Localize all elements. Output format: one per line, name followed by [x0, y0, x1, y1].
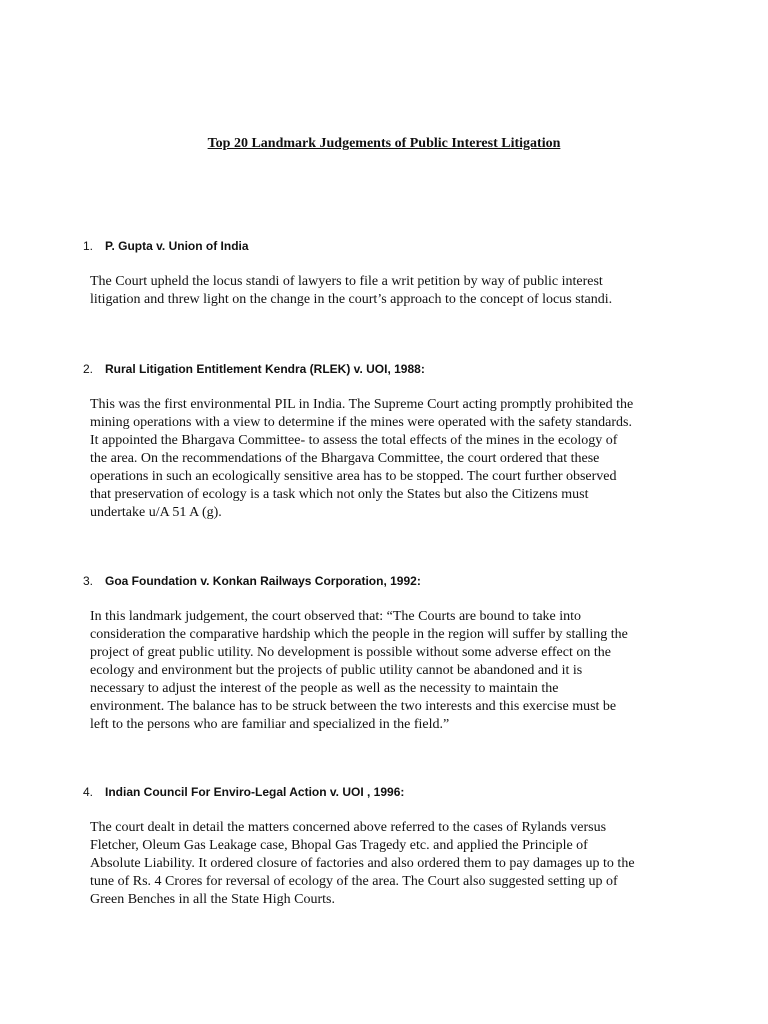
section-body-2 [90, 396, 690, 522]
body-line: tune of Rs. 4 Crores for reversal of ecology of the area. The Court also suggested setting up of [90, 874, 618, 889]
section-body-3 [90, 608, 690, 734]
section-number: 4. [83, 785, 94, 799]
section-heading-4 [83, 784, 404, 800]
body-line: consideration the comparative hardship which the people in the region will suffer by stalling the [90, 627, 628, 642]
body-line: litigation and threw light on the change in the court’s approach to the concept of locus standi. [90, 292, 613, 307]
body-line: undertake u/A 51 A (g). [90, 505, 222, 520]
body-line: necessary to adjust the interest of the people as well as the necessity to maintain the [90, 681, 559, 696]
body-line: environment. The balance has to be struck between the two interests and this exercise must be [90, 699, 617, 714]
case-name: Goa Foundation v. Konkan Railways Corporation, 1992: [105, 574, 421, 588]
section-number: 2. [83, 362, 94, 376]
body-line: Green Benches in all the State High Courts. [90, 892, 335, 907]
section-heading-1 [83, 238, 249, 254]
case-name: Rural Litigation Entitlement Kendra (RLEK) v. UOI, 1988: [105, 362, 425, 376]
body-line: mining operations with a view to determine if the mines were operated with the safety standards. [90, 415, 632, 430]
document-title: Top 20 Landmark Judgements of Public Interest Litigation [207, 136, 561, 151]
body-line: Absolute Liability. It ordered closure of factories and also ordered them to pay damages up to the [90, 856, 635, 871]
body-line: operations in such an ecologically sensitive area has to be stopped. The court further observed [90, 469, 617, 484]
body-line: ecology and environment but the projects of public utility cannot be abandoned and it is [90, 663, 583, 678]
body-line: This was the first environmental PIL in India. The Supreme Court acting promptly prohibited the [90, 397, 634, 412]
body-line: left to the persons who are familiar and specialized in the field.” [90, 717, 450, 732]
body-line: In this landmark judgement, the court observed that: “The Courts are bound to take into [90, 609, 582, 624]
case-name: P. Gupta v. Union of India [105, 239, 249, 253]
case-name: Indian Council For Enviro-Legal Action v. UOI , 1996: [105, 785, 405, 799]
body-line: The Court upheld the locus standi of lawyers to file a writ petition by way of public interest [90, 274, 603, 289]
section-body-1 [90, 273, 690, 309]
section-number: 3. [83, 574, 94, 588]
body-line: The court dealt in detail the matters concerned above referred to the cases of Rylands versus [90, 820, 607, 835]
section-heading-2 [83, 361, 425, 377]
body-line: the area. On the recommendations of the Bhargava Committee, the court ordered that these [90, 451, 600, 466]
section-heading-3 [83, 573, 421, 589]
body-line: It appointed the Bhargava Committee- to assess the total effects of the mines in the ecology of [90, 433, 618, 448]
body-line: project of great public utility. No development is possible without some adverse effect on the [90, 645, 611, 660]
body-line: that preservation of ecology is a task which not only the States but also the Citizens must [90, 487, 589, 502]
body-line: Fletcher, Oleum Gas Leakage case, Bhopal Gas Tragedy etc. and applied the Principle of [90, 838, 588, 853]
section-body-4 [90, 819, 690, 909]
section-number: 1. [83, 239, 94, 253]
